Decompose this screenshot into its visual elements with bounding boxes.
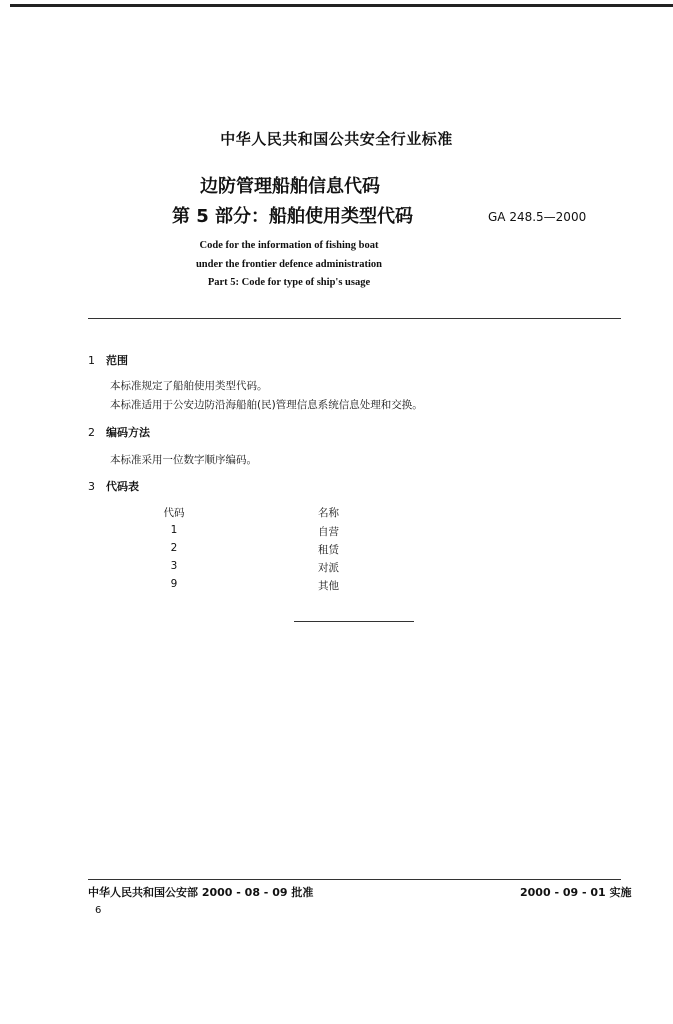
document-title-line1: 边防管理船舶信息代码 [200,176,380,197]
implementation-date: 2000 - 09 - 01 实施 [520,886,632,899]
section-title: 代码表 [106,480,139,493]
issuing-organization: 中华人民共和国公共安全行业标准 [220,130,453,148]
section-number: 3 [88,480,95,493]
english-title-line1: Code for the information of fishing boat [199,240,379,251]
end-of-standard-rule [294,621,414,622]
table-cell-name: 自营 [318,526,339,538]
standard-code: GA 248.5—2000 [488,210,587,224]
section-heading-code-table [88,478,139,494]
table-cell-name: 其他 [318,580,339,592]
table-cell-code: 2 [170,542,178,554]
table-cell-code: 9 [170,578,178,590]
page-number: 6 [95,905,102,916]
table-cell-code: 3 [170,560,178,572]
header-divider [88,318,621,319]
scope-paragraph-1: 本标准规定了船舶使用类型代码。 [110,380,268,392]
table-cell-name: 对派 [318,562,339,574]
approval-statement: 中华人民共和国公安部 2000 - 08 - 09 批准 [88,886,314,899]
document-title-line2: 第 5 部分：船舶使用类型代码 [172,206,414,227]
scope-paragraph-2: 本标准适用于公安边防沿海船舶(民)管理信息系统信息处理和交换。 [110,399,423,411]
english-title-line3: Part 5: Code for type of ship's usage [207,277,371,288]
table-cell-name: 租赁 [318,544,339,556]
table-header-name: 名称 [318,507,339,519]
section-heading-scope [88,352,128,368]
section-heading-coding-method [88,424,150,440]
coding-method-paragraph: 本标准采用一位数字顺序编码。 [110,454,257,466]
section-number: 2 [88,426,95,439]
top-border-rule [10,4,673,7]
section-number: 1 [88,354,95,367]
table-header-code: 代码 [163,507,185,519]
english-title-line2: under the frontier defence administration [195,259,383,270]
section-title: 编码方法 [106,426,150,439]
footer-divider [88,879,621,880]
table-cell-code: 1 [170,524,178,536]
section-title: 范围 [106,354,128,367]
